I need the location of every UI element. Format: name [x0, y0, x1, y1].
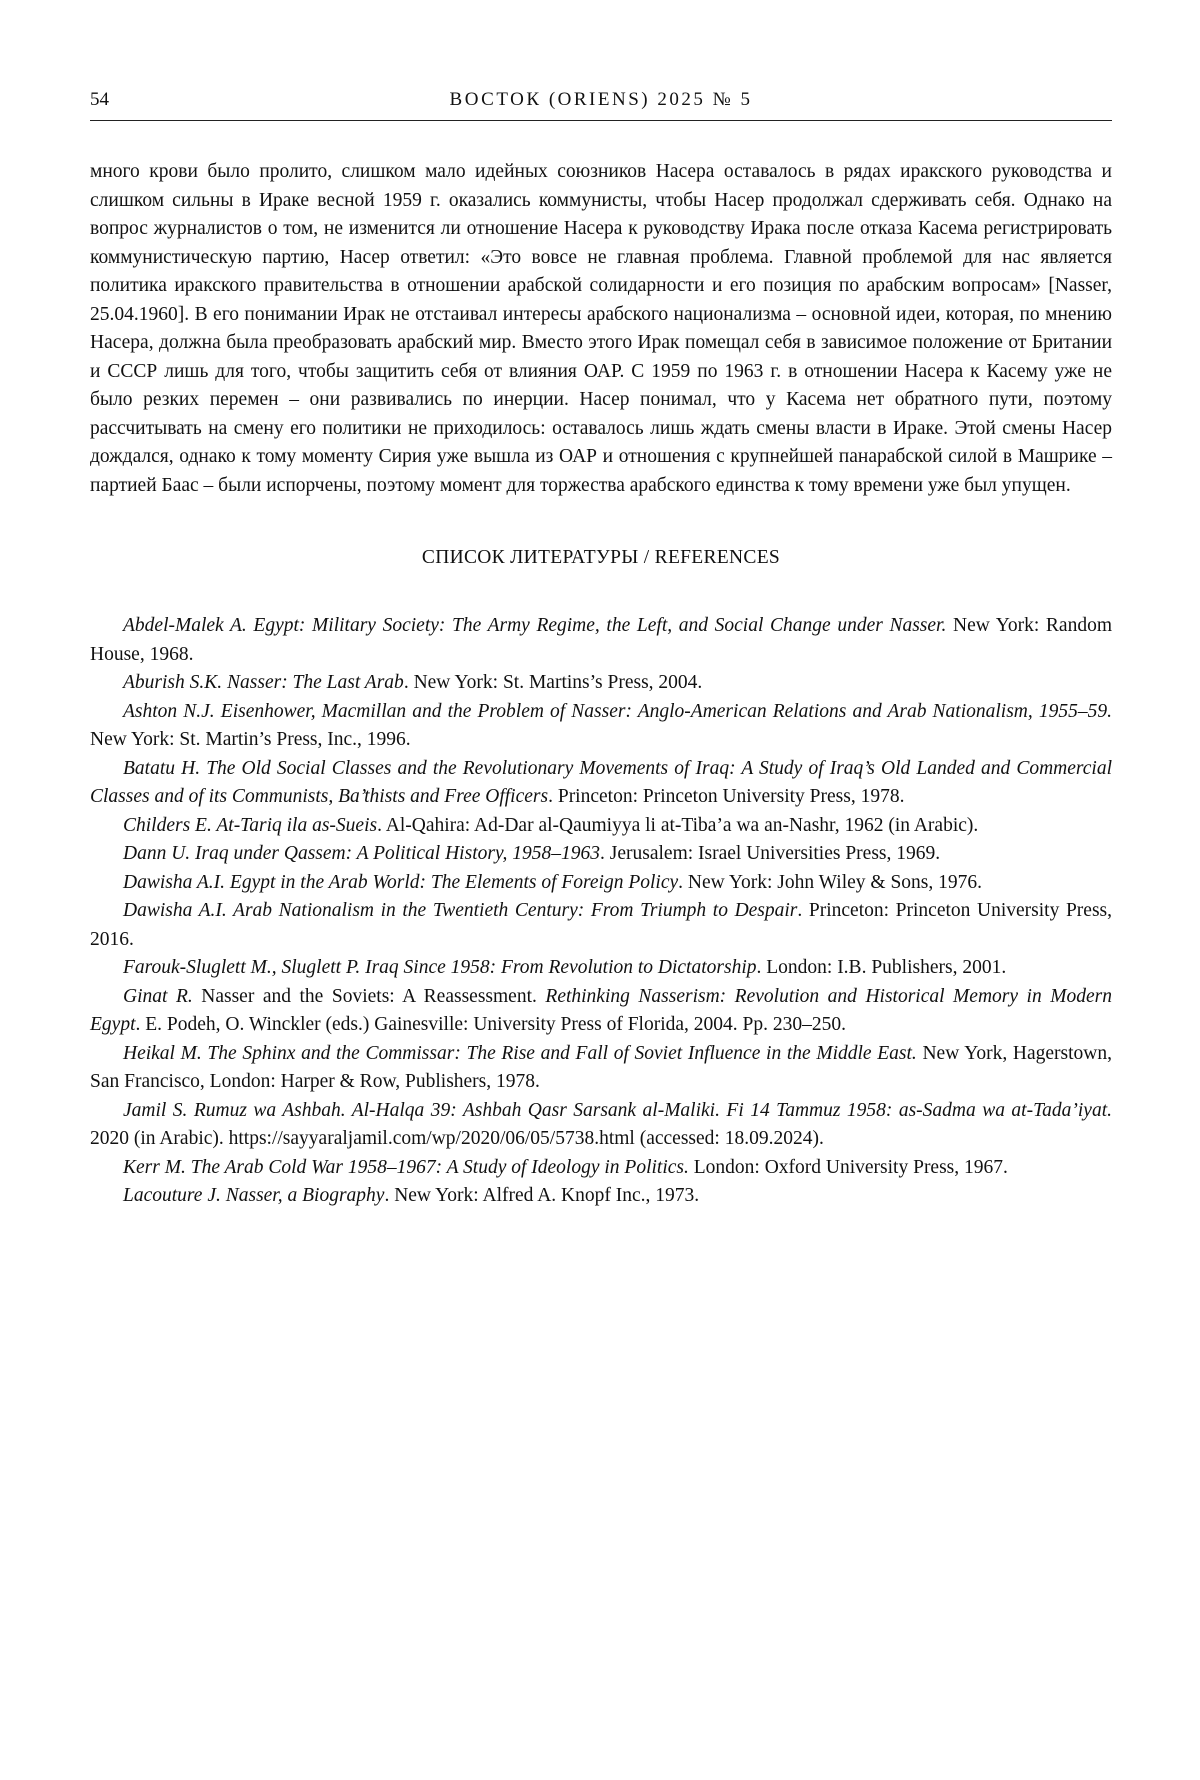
references-list: [90, 612, 1112, 1211]
page-header: [90, 88, 1112, 114]
reference-segment: . E. Podeh, O. Winckler (eds.) Gainesville: University Press of Florida, 2004. Pp. 230–250.: [135, 1014, 847, 1035]
reference-entry: [90, 1097, 1112, 1154]
body-paragraph: много крови было пролито, слишком мало идейных союзников Насера оставалось в рядах иракского руководства и слишком сильны в Ираке весной 1959 г. оказались коммунисты, чтобы Насер продолжал сдерживать себя. Однако на вопрос журналистов о том, не изменится ли отношение Насера к руководству Ирака после отказа Касема регистрировать коммунистическую партию, Насер ответил: «Это вовсе не главная проблема. Главной проблемой для нас является политика иракского правительства в отношении арабской солидарности и его позиция по арабским вопросам» [Nasser, 25.04.1960]. В его понимании Ирак не отстаивал интересы арабского национализма – основной идеи, которая, по мнению Насера, должна была преобразовать арабский мир. Вместо этого Ирак помещал себя в зависимое положение от Британии и СССР лишь для того, чтобы защитить себя от влияния ОАР. С 1959 по 1963 г. в отношении Насера к Касему уже не было резких перемен – они развивались по инерции. Насер понимал, что у Касема нет обратного пути, поэтому рассчитывать на смену его политики не приходилось: оставалось лишь ждать смены власти в Ираке. Этой смены Насер дождался, однако к тому моменту Сирия уже вышла из ОАР и отношения с крупнейшей панарабской силой в Машрике – партией Баас – были испорчены, поэтому момент для торжества арабского единства к тому времени уже был упущен.: [90, 161, 1112, 496]
reference-segment: . London: I.B. Publishers, 2001.: [756, 957, 1007, 978]
reference-entry: [90, 612, 1112, 669]
reference-segment-italic: Iraq Since 1958: From Revolution to Dictatorship: [365, 957, 757, 978]
reference-segment-italic: Arab Nationalism in the Twentieth Century: From Triumph to Despair: [233, 900, 798, 921]
reference-segment: . Al-Qahira: Ad-Dar al-Qaumiyya li at-Tiba’a wa an-Nashr, 1962 (in Arabic).: [377, 814, 979, 836]
reference-segment: 2020 (in Arabic). https://sayyaraljamil.com/wp/2020/06/05/5738.html (accessed: 18.09.2024).: [90, 1128, 824, 1149]
reference-segment-italic: Iraq under Qassem: A Political History, 1958–1963: [195, 843, 601, 864]
reference-segment-italic: The Arab Cold War 1958–1967: A Study of Ideology in Politics.: [190, 1156, 689, 1178]
reference-segment-italic: Eisenhower, Macmillan and the Problem of Nasser: Anglo-American Relations and Arab Nationalism, 1955–59.: [220, 700, 1112, 722]
reference-segment-italic: Ginat R.: [123, 985, 193, 1007]
reference-entry: [90, 812, 1112, 841]
reference-segment-italic: The Old Social Classes and the Revolutionary Movements of Iraq: A Study of Iraq’s Old Landed and Commercial Classes and of its Communists, Ba’thists and Free Officers: [90, 757, 1112, 807]
reference-segment: . New York: Alfred A. Knopf Inc., 1973.: [384, 1185, 700, 1206]
reference-segment-italic: Kerr M.: [123, 1156, 191, 1178]
reference-entry: [90, 840, 1112, 869]
reference-segment-italic: Egypt in the Arab World: The Elements of Foreign Policy: [229, 871, 679, 893]
references-heading: СПИСОК ЛИТЕРАТУРЫ / REFERENCES: [421, 547, 781, 568]
reference-segment-italic: Childers E.: [123, 814, 217, 836]
reference-segment: Nasser and the Soviets: A Reassessment.: [192, 985, 546, 1007]
reference-segment-italic: Egypt: Military Society: The Army Regime, the Left, and Social Change under Nasser.: [253, 615, 947, 636]
reference-entry: [90, 869, 1112, 898]
reference-segment: New York: Random House, 1968.: [90, 615, 1113, 665]
reference-segment-italic: Abdel-Malek A.: [123, 615, 254, 636]
reference-segment-italic: Nasser, a Biography: [225, 1185, 385, 1206]
reference-segment-italic: The Sphinx and the Commissar: The Rise and Fall of Soviet Influence in the Middle East.: [207, 1042, 917, 1064]
reference-segment-italic: Heikal M.: [123, 1042, 208, 1064]
reference-entry: [90, 954, 1112, 983]
reference-segment-italic: Rethinking Nasserism: Revolution and Historical Memory in Modern Egypt: [90, 985, 1112, 1035]
reference-segment-italic: Dawisha A.I.: [123, 900, 234, 921]
reference-segment-italic: Dann U.: [123, 843, 196, 864]
reference-segment-italic: Farouk-Sluglett M., Sluglett P.: [123, 957, 366, 978]
reference-segment: . New York: John Wiley & Sons, 1976.: [678, 871, 983, 893]
reference-segment: New York, Hagerstown, San Francisco, London: Harper & Row, Publishers, 1978.: [90, 1042, 1112, 1092]
reference-segment: London: Oxford University Press, 1967.: [688, 1156, 1008, 1178]
reference-segment-italic: Ashton N.J.: [123, 700, 221, 722]
reference-entry: [90, 1040, 1112, 1097]
reference-entry: [90, 1182, 1112, 1211]
reference-segment-italic: Lacouture J.: [123, 1185, 226, 1206]
reference-entry: [90, 698, 1112, 755]
reference-segment-italic: At-Tariq ila as-Sueis: [216, 814, 378, 836]
running-title: ВОСТОК (ORIENS) 2025 № 5: [449, 89, 753, 110]
reference-segment: New York: St. Martin’s Press, Inc., 1996.: [90, 729, 411, 750]
reference-segment: . Princeton: Princeton University Press, 1978.: [548, 786, 905, 807]
reference-segment-italic: Aburish S.K.: [123, 672, 228, 693]
header-rule: [90, 120, 1112, 121]
reference-segment-italic: Batatu H.: [123, 757, 207, 779]
reference-segment-italic: Nasser: The Last Arab: [227, 672, 404, 693]
reference-segment: . Princeton: Princeton University Press, 2016.: [90, 900, 1112, 950]
reference-entry: [90, 897, 1112, 954]
page-number: 54: [90, 89, 109, 110]
reference-entry: [90, 755, 1112, 812]
reference-entry: [90, 983, 1112, 1040]
reference-segment-italic: Jamil S.: [123, 1099, 194, 1121]
reference-segment: . New York: St. Martins’s Press, 2004.: [403, 672, 703, 693]
reference-segment: . Jerusalem: Israel Universities Press, 1969.: [600, 843, 941, 864]
reference-entry: [90, 1154, 1112, 1183]
reference-segment-italic: Dawisha A.I.: [123, 871, 230, 893]
reference-segment-italic: Rumuz wa Ashbah. Al-Halqa 39: Ashbah Qasr Sarsank al-Maliki. Fi 14 Tammuz 1958: as-Sadma wa at-Tada’iyat.: [193, 1099, 1112, 1121]
reference-entry: [90, 669, 1112, 698]
